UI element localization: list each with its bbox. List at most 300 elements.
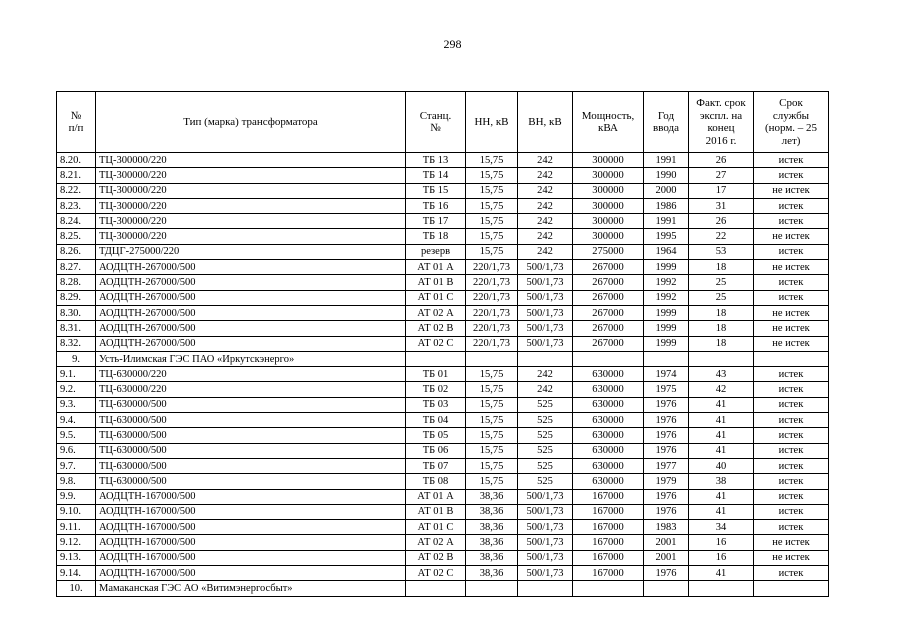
table-row (57, 336, 829, 351)
table-row (57, 443, 829, 458)
table-row (57, 428, 829, 443)
vn-voltage: 500/1,73 (518, 504, 573, 519)
row-number: 9.7. (57, 458, 96, 473)
empty-cell (573, 351, 644, 366)
commission-year: 1999 (644, 260, 689, 275)
nn-voltage: 15,75 (466, 198, 518, 213)
table-row (57, 550, 829, 565)
station-number: ТБ 18 (406, 229, 466, 244)
table-row (57, 397, 829, 412)
table-row (57, 566, 829, 581)
service-status: истек (754, 474, 829, 489)
column-header: № п/п (57, 92, 96, 153)
vn-voltage: 242 (518, 382, 573, 397)
nn-voltage: 15,75 (466, 458, 518, 473)
power-kva: 167000 (573, 535, 644, 550)
section-row (57, 351, 829, 366)
row-number: 8.25. (57, 229, 96, 244)
actual-service-years: 42 (689, 382, 754, 397)
transformer-type: ТЦ-300000/220 (96, 214, 406, 229)
vn-voltage: 500/1,73 (518, 550, 573, 565)
table-row (57, 535, 829, 550)
commission-year: 1976 (644, 413, 689, 428)
row-number: 9. (57, 351, 96, 366)
vn-voltage: 500/1,73 (518, 290, 573, 305)
service-status: истек (754, 566, 829, 581)
row-number: 8.24. (57, 214, 96, 229)
commission-year: 1976 (644, 428, 689, 443)
nn-voltage: 15,75 (466, 397, 518, 412)
commission-year: 1999 (644, 321, 689, 336)
commission-year: 1979 (644, 474, 689, 489)
empty-cell (689, 581, 754, 596)
station-number: ТБ 03 (406, 397, 466, 412)
transformer-type: АОДЦТН-167000/500 (96, 520, 406, 535)
actual-service-years: 53 (689, 244, 754, 259)
actual-service-years: 41 (689, 428, 754, 443)
commission-year: 1990 (644, 168, 689, 183)
nn-voltage: 38,36 (466, 550, 518, 565)
service-status: истек (754, 397, 829, 412)
table-row (57, 458, 829, 473)
power-kva: 167000 (573, 550, 644, 565)
station-number: ТБ 16 (406, 198, 466, 213)
transformer-type: АОДЦТН-267000/500 (96, 260, 406, 275)
row-number: 9.2. (57, 382, 96, 397)
vn-voltage: 525 (518, 458, 573, 473)
actual-service-years: 38 (689, 474, 754, 489)
vn-voltage: 500/1,73 (518, 336, 573, 351)
commission-year: 1976 (644, 443, 689, 458)
vn-voltage: 242 (518, 214, 573, 229)
row-number: 8.28. (57, 275, 96, 290)
column-header: Мощность, кВА (573, 92, 644, 153)
column-header: Тип (марка) трансформатора (96, 92, 406, 153)
table-row (57, 413, 829, 428)
power-kva: 167000 (573, 520, 644, 535)
nn-voltage: 15,75 (466, 382, 518, 397)
service-status: истек (754, 458, 829, 473)
nn-voltage: 15,75 (466, 153, 518, 168)
nn-voltage: 220/1,73 (466, 260, 518, 275)
vn-voltage: 500/1,73 (518, 305, 573, 320)
table-row (57, 275, 829, 290)
table-row (57, 504, 829, 519)
power-kva: 630000 (573, 474, 644, 489)
nn-voltage: 15,75 (466, 367, 518, 382)
vn-voltage: 500/1,73 (518, 566, 573, 581)
table-row (57, 474, 829, 489)
service-status: истек (754, 382, 829, 397)
station-number: ТБ 17 (406, 214, 466, 229)
vn-voltage: 500/1,73 (518, 520, 573, 535)
station-number: АТ 02 А (406, 535, 466, 550)
power-kva: 300000 (573, 198, 644, 213)
transformer-type: АОДЦТН-167000/500 (96, 489, 406, 504)
commission-year: 1976 (644, 397, 689, 412)
station-number: АТ 01 А (406, 489, 466, 504)
service-status: истек (754, 443, 829, 458)
actual-service-years: 26 (689, 153, 754, 168)
commission-year: 1991 (644, 214, 689, 229)
column-header: Факт. срок экспл. на конец 2016 г. (689, 92, 754, 153)
service-status: не истек (754, 229, 829, 244)
section-title: Усть-Илимская ГЭС ПАО «Иркутскэнерго» (96, 351, 406, 366)
station-number: АТ 02 С (406, 566, 466, 581)
commission-year: 2001 (644, 550, 689, 565)
table-row (57, 367, 829, 382)
row-number: 9.11. (57, 520, 96, 535)
transformer-type: ТЦ-630000/500 (96, 413, 406, 428)
empty-cell (689, 351, 754, 366)
empty-cell (644, 351, 689, 366)
vn-voltage: 242 (518, 183, 573, 198)
nn-voltage: 15,75 (466, 214, 518, 229)
vn-voltage: 525 (518, 474, 573, 489)
nn-voltage: 38,36 (466, 535, 518, 550)
power-kva: 300000 (573, 153, 644, 168)
service-status: истек (754, 489, 829, 504)
service-status: не истек (754, 550, 829, 565)
transformer-type: АОДЦТН-167000/500 (96, 566, 406, 581)
table-row (57, 489, 829, 504)
row-number: 8.31. (57, 321, 96, 336)
commission-year: 1992 (644, 275, 689, 290)
vn-voltage: 500/1,73 (518, 275, 573, 290)
row-number: 8.29. (57, 290, 96, 305)
transformer-type: ТДЦГ-275000/220 (96, 244, 406, 259)
actual-service-years: 43 (689, 367, 754, 382)
station-number: АТ 01 А (406, 260, 466, 275)
service-status: истек (754, 275, 829, 290)
service-status: не истек (754, 260, 829, 275)
service-status: истек (754, 214, 829, 229)
row-number: 8.26. (57, 244, 96, 259)
power-kva: 267000 (573, 275, 644, 290)
nn-voltage: 38,36 (466, 566, 518, 581)
station-number: ТБ 07 (406, 458, 466, 473)
vn-voltage: 525 (518, 413, 573, 428)
transformer-type: ТЦ-630000/500 (96, 397, 406, 412)
row-number: 9.14. (57, 566, 96, 581)
power-kva: 630000 (573, 397, 644, 412)
actual-service-years: 41 (689, 504, 754, 519)
vn-voltage: 242 (518, 229, 573, 244)
row-number: 8.21. (57, 168, 96, 183)
service-status: истек (754, 198, 829, 213)
table-row (57, 244, 829, 259)
power-kva: 275000 (573, 244, 644, 259)
vn-voltage: 242 (518, 244, 573, 259)
transformer-type: АОДЦТН-167000/500 (96, 535, 406, 550)
row-number: 9.13. (57, 550, 96, 565)
actual-service-years: 27 (689, 168, 754, 183)
nn-voltage: 220/1,73 (466, 336, 518, 351)
actual-service-years: 18 (689, 260, 754, 275)
empty-cell (406, 351, 466, 366)
actual-service-years: 18 (689, 336, 754, 351)
power-kva: 630000 (573, 443, 644, 458)
commission-year: 1983 (644, 520, 689, 535)
row-number: 9.1. (57, 367, 96, 382)
table-row (57, 153, 829, 168)
commission-year: 1977 (644, 458, 689, 473)
service-status: не истек (754, 305, 829, 320)
power-kva: 267000 (573, 260, 644, 275)
table-row (57, 198, 829, 213)
empty-cell (754, 351, 829, 366)
nn-voltage: 15,75 (466, 168, 518, 183)
vn-voltage: 500/1,73 (518, 321, 573, 336)
power-kva: 630000 (573, 458, 644, 473)
service-status: истек (754, 168, 829, 183)
commission-year: 1974 (644, 367, 689, 382)
empty-cell (466, 351, 518, 366)
table-row (57, 183, 829, 198)
service-status: не истек (754, 183, 829, 198)
section-row (57, 581, 829, 596)
nn-voltage: 220/1,73 (466, 321, 518, 336)
table-row (57, 214, 829, 229)
actual-service-years: 40 (689, 458, 754, 473)
vn-voltage: 242 (518, 367, 573, 382)
row-number: 8.32. (57, 336, 96, 351)
actual-service-years: 18 (689, 321, 754, 336)
station-number: ТБ 13 (406, 153, 466, 168)
actual-service-years: 22 (689, 229, 754, 244)
service-status: истек (754, 504, 829, 519)
transformer-type: ТЦ-630000/500 (96, 458, 406, 473)
commission-year: 1999 (644, 305, 689, 320)
vn-voltage: 500/1,73 (518, 260, 573, 275)
table-row (57, 260, 829, 275)
station-number: ТБ 06 (406, 443, 466, 458)
column-header: ВН, кВ (518, 92, 573, 153)
empty-cell (754, 581, 829, 596)
service-status: истек (754, 153, 829, 168)
vn-voltage: 500/1,73 (518, 535, 573, 550)
station-number: ТБ 14 (406, 168, 466, 183)
station-number: ТБ 05 (406, 428, 466, 443)
transformer-type: ТЦ-300000/220 (96, 183, 406, 198)
transformer-type: АОДЦТН-167000/500 (96, 550, 406, 565)
column-header: НН, кВ (466, 92, 518, 153)
commission-year: 1991 (644, 153, 689, 168)
vn-voltage: 525 (518, 428, 573, 443)
table-row (57, 290, 829, 305)
station-number: ТБ 08 (406, 474, 466, 489)
station-number: АТ 01 С (406, 290, 466, 305)
station-number: резерв (406, 244, 466, 259)
station-number: АТ 01 В (406, 275, 466, 290)
commission-year: 1975 (644, 382, 689, 397)
station-number: АТ 02 В (406, 550, 466, 565)
power-kva: 167000 (573, 489, 644, 504)
station-number: ТБ 01 (406, 367, 466, 382)
commission-year: 1995 (644, 229, 689, 244)
table-row (57, 168, 829, 183)
station-number: АТ 02 С (406, 336, 466, 351)
row-number: 9.8. (57, 474, 96, 489)
power-kva: 630000 (573, 428, 644, 443)
nn-voltage: 38,36 (466, 489, 518, 504)
service-status: истек (754, 428, 829, 443)
transformer-type: ТЦ-300000/220 (96, 153, 406, 168)
vn-voltage: 242 (518, 168, 573, 183)
row-number: 10. (57, 581, 96, 596)
table-row (57, 321, 829, 336)
transformer-type: АОДЦТН-267000/500 (96, 275, 406, 290)
power-kva: 267000 (573, 336, 644, 351)
row-number: 8.20. (57, 153, 96, 168)
service-status: истек (754, 290, 829, 305)
actual-service-years: 41 (689, 397, 754, 412)
nn-voltage: 15,75 (466, 413, 518, 428)
vn-voltage: 242 (518, 198, 573, 213)
vn-voltage: 500/1,73 (518, 489, 573, 504)
service-status: истек (754, 520, 829, 535)
vn-voltage: 525 (518, 397, 573, 412)
actual-service-years: 16 (689, 535, 754, 550)
transformer-type: АОДЦТН-267000/500 (96, 336, 406, 351)
transformer-type: АОДЦТН-267000/500 (96, 290, 406, 305)
power-kva: 300000 (573, 229, 644, 244)
row-number: 8.27. (57, 260, 96, 275)
column-header: Год ввода (644, 92, 689, 153)
transformer-type: ТЦ-300000/220 (96, 229, 406, 244)
actual-service-years: 25 (689, 290, 754, 305)
service-status: истек (754, 244, 829, 259)
station-number: АТ 01 В (406, 504, 466, 519)
nn-voltage: 38,36 (466, 520, 518, 535)
section-title: Мамаканская ГЭС АО «Витимэнергосбыт» (96, 581, 406, 596)
power-kva: 300000 (573, 183, 644, 198)
row-number: 9.5. (57, 428, 96, 443)
commission-year: 1976 (644, 504, 689, 519)
table-row (57, 229, 829, 244)
vn-voltage: 525 (518, 443, 573, 458)
empty-cell (518, 351, 573, 366)
actual-service-years: 41 (689, 413, 754, 428)
row-number: 8.23. (57, 198, 96, 213)
commission-year: 1986 (644, 198, 689, 213)
row-number: 8.30. (57, 305, 96, 320)
row-number: 8.22. (57, 183, 96, 198)
row-number: 9.3. (57, 397, 96, 412)
actual-service-years: 18 (689, 305, 754, 320)
transformer-type: АОДЦТН-167000/500 (96, 504, 406, 519)
commission-year: 1999 (644, 336, 689, 351)
power-kva: 167000 (573, 566, 644, 581)
power-kva: 267000 (573, 305, 644, 320)
nn-voltage: 15,75 (466, 229, 518, 244)
nn-voltage: 15,75 (466, 428, 518, 443)
empty-cell (573, 581, 644, 596)
actual-service-years: 41 (689, 489, 754, 504)
transformer-type: ТЦ-300000/220 (96, 168, 406, 183)
station-number: АТ 02 В (406, 321, 466, 336)
actual-service-years: 34 (689, 520, 754, 535)
station-number: ТБ 15 (406, 183, 466, 198)
commission-year: 1992 (644, 290, 689, 305)
empty-cell (518, 581, 573, 596)
power-kva: 630000 (573, 413, 644, 428)
transformer-type: ТЦ-630000/220 (96, 367, 406, 382)
transformer-type: ТЦ-630000/220 (96, 382, 406, 397)
nn-voltage: 15,75 (466, 443, 518, 458)
station-number: АТ 02 А (406, 305, 466, 320)
service-status: не истек (754, 336, 829, 351)
actual-service-years: 31 (689, 198, 754, 213)
page-number: 298 (443, 37, 462, 51)
actual-service-years: 17 (689, 183, 754, 198)
empty-cell (644, 581, 689, 596)
header-row (57, 92, 829, 153)
transformer-type: ТЦ-630000/500 (96, 474, 406, 489)
row-number: 9.10. (57, 504, 96, 519)
station-number: АТ 01 С (406, 520, 466, 535)
transformer-type: ТЦ-630000/500 (96, 443, 406, 458)
service-status: не истек (754, 321, 829, 336)
table-row (57, 520, 829, 535)
station-number: ТБ 04 (406, 413, 466, 428)
transformer-type: ТЦ-630000/500 (96, 428, 406, 443)
power-kva: 630000 (573, 367, 644, 382)
service-status: истек (754, 367, 829, 382)
table-row (57, 382, 829, 397)
power-kva: 630000 (573, 382, 644, 397)
table-row (57, 305, 829, 320)
vn-voltage: 242 (518, 153, 573, 168)
nn-voltage: 220/1,73 (466, 305, 518, 320)
transformer-table (56, 91, 829, 597)
nn-voltage: 220/1,73 (466, 275, 518, 290)
row-number: 9.12. (57, 535, 96, 550)
power-kva: 300000 (573, 214, 644, 229)
actual-service-years: 41 (689, 443, 754, 458)
power-kva: 300000 (573, 168, 644, 183)
column-header: Срок службы (норм. – 25 лет) (754, 92, 829, 153)
actual-service-years: 26 (689, 214, 754, 229)
nn-voltage: 15,75 (466, 183, 518, 198)
row-number: 9.4. (57, 413, 96, 428)
row-number: 9.9. (57, 489, 96, 504)
transformer-type: ТЦ-300000/220 (96, 198, 406, 213)
empty-cell (466, 581, 518, 596)
station-number: ТБ 02 (406, 382, 466, 397)
actual-service-years: 25 (689, 275, 754, 290)
actual-service-years: 41 (689, 566, 754, 581)
power-kva: 267000 (573, 290, 644, 305)
transformer-type: АОДЦТН-267000/500 (96, 321, 406, 336)
commission-year: 1976 (644, 489, 689, 504)
column-header: Станц. № (406, 92, 466, 153)
empty-cell (406, 581, 466, 596)
service-status: не истек (754, 535, 829, 550)
row-number: 9.6. (57, 443, 96, 458)
nn-voltage: 15,75 (466, 474, 518, 489)
power-kva: 267000 (573, 321, 644, 336)
nn-voltage: 38,36 (466, 504, 518, 519)
commission-year: 2001 (644, 535, 689, 550)
commission-year: 1964 (644, 244, 689, 259)
nn-voltage: 15,75 (466, 244, 518, 259)
commission-year: 2000 (644, 183, 689, 198)
nn-voltage: 220/1,73 (466, 290, 518, 305)
service-status: истек (754, 413, 829, 428)
commission-year: 1976 (644, 566, 689, 581)
actual-service-years: 16 (689, 550, 754, 565)
